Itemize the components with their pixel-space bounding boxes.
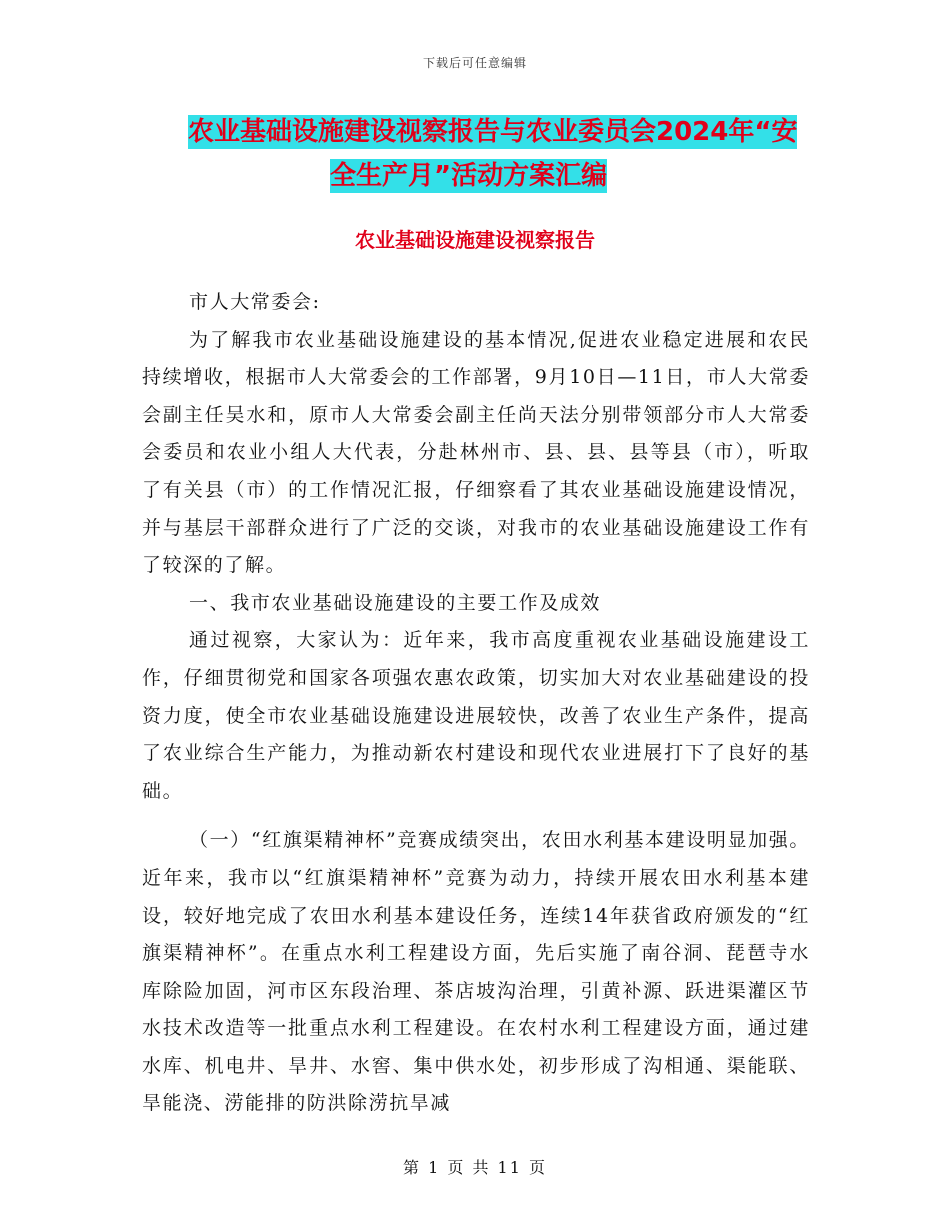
section-title: 农业基础设施建设视察报告 (355, 228, 595, 252)
salutation: 市人大常委会: (189, 291, 321, 313)
page-footer: 第 1 页 共 11 页 (403, 1158, 547, 1177)
title-line-1: 农业基础设施建设视察报告与农业委员会2024年“安 (188, 117, 798, 147)
header-note: 下载后可任意编辑 (422, 56, 527, 70)
paragraph-intro: 为了解我市农业基础设施建设的基本情况,促进农业稳定进展和农民持续增收，根据市人大常委会的工作部署，9月10日—11日，市人大常委会副主任吴水和，原市人大常委会副主任尚天法分别带领部分市人大常委会委员和农业小组人大代表，分赴林州市、县、县、县等县（市），听取了有关县（市）的工作情况汇报，仔细察看了其农业基础设施建设情况，并与基层干部群众进行了广泛的交谈，对我市的农业基础设施建设工作有了较深的了解。 (142, 328, 810, 577)
title-line-2: 全生产月”活动方案汇编 (330, 161, 608, 191)
paragraph-overview: 通过视察，大家认为：近年来，我市高度重视农业基础设施建设工作，仔细贯彻党和国家各项强农惠农政策，切实加大对农业基础建设的投资力度，使全市农业基础设施建设进展较快，改善了农业生产条件，提高了农业综合生产能力，为推动新农村建设和现代农业进展打下了良好的基础。 (142, 629, 810, 802)
document-title (188, 110, 828, 198)
report-body (142, 284, 810, 1123)
heading-main-work: 一、我市农业基础设施建设的主要工作及成效 (189, 591, 602, 614)
paragraph-water-conservancy: （一）“红旗渠精神杯”竞赛成绩突出，农田水利基本建设明显加强。近年来，我市以“红旗渠精神杯”竞赛为动力，持续开展农田水利基本建设，较好地完成了农田水利基本建设任务，连续14年获省政府颁发的“红旗渠精神杯”。在重点水利工程建设方面，先后实施了南谷洞、琵琶寺水库除险加固，河市区东段治理、茶店坡沟治理，引黄补源、跃进渠灌区节水技术改造等一批重点水利工程建设。在农村水利工程建设方面，通过建水库、机电井、旱井、水窖、集中供水处，初步形成了沟相通、渠能联、旱能浇、涝能排的防洪除涝抗旱减 (142, 829, 810, 1115)
